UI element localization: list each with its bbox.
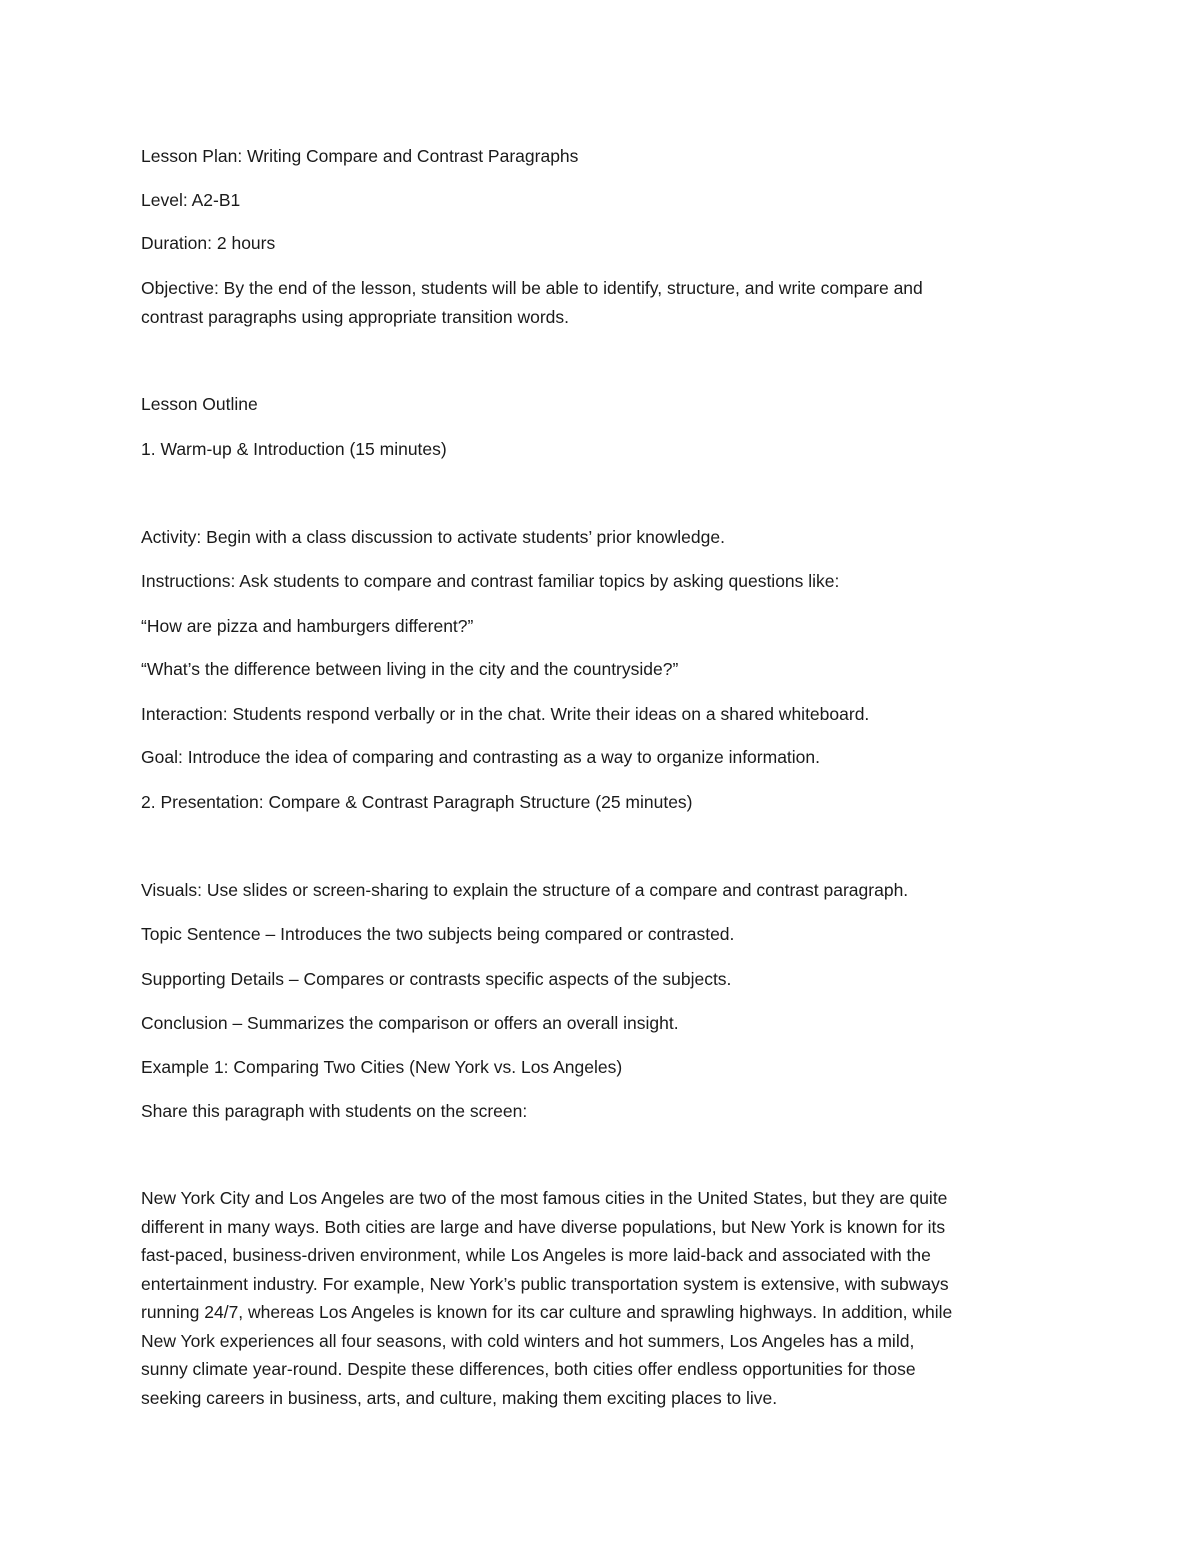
example-paragraph-line: different in many ways. Both cities are large and have diverse populations, but New York is known for its [141, 1216, 946, 1237]
section2-visuals: Visuals: Use slides or screen-sharing to explain the structure of a compare and contrast paragraph. [141, 880, 909, 900]
example-paragraph [141, 1184, 1066, 1412]
section1-heading: 1. Warm-up & Introduction (15 minutes) [141, 439, 447, 459]
section2-supporting-details: Supporting Details – Compares or contrasts specific aspects of the subjects. [141, 969, 732, 989]
section2-conclusion: Conclusion – Summarizes the comparison or offers an overall insight. [141, 1013, 679, 1033]
section2-heading: 2. Presentation: Compare & Contrast Paragraph Structure (25 minutes) [141, 792, 693, 812]
lesson-duration: Duration: 2 hours [141, 233, 276, 253]
lesson-level: Level: A2-B1 [141, 190, 241, 210]
lesson-title: Lesson Plan: Writing Compare and Contrast Paragraphs [141, 146, 579, 166]
lesson-objective [141, 274, 1066, 331]
example-paragraph-line: running 24/7, whereas Los Angeles is known for its car culture and sprawling highways. In addition, while [141, 1302, 953, 1322]
example-paragraph-line: entertainment industry. For example, New York’s public transportation system is extensive, with subways [141, 1273, 949, 1294]
objective-line: Objective: By the end of the lesson, students will be able to identify, structure, and write compare and [141, 278, 923, 298]
section2-share-instruction: Share this paragraph with students on the screen: [141, 1101, 528, 1121]
example-paragraph-line: New York experiences all four seasons, with cold winters and hot summers, Los Angeles has a mild, [141, 1330, 915, 1351]
section2-topic-sentence: Topic Sentence – Introduces the two subjects being compared or contrasted. [141, 924, 735, 944]
objective-line: contrast paragraphs using appropriate transition words. [141, 306, 570, 327]
example-paragraph-line: New York City and Los Angeles are two of the most famous cities in the United States, but they are quite [141, 1188, 948, 1208]
section1-goal: Goal: Introduce the idea of comparing and contrasting as a way to organize information. [141, 747, 821, 767]
section2-example-heading: Example 1: Comparing Two Cities (New York vs. Los Angeles) [141, 1057, 623, 1077]
section1-instructions: Instructions: Ask students to compare and contrast familiar topics by asking questions like: [141, 571, 840, 591]
example-paragraph-line: fast-paced, business-driven environment, while Los Angeles is more laid-back and associated with the [141, 1245, 931, 1265]
outline-heading: Lesson Outline [141, 394, 258, 414]
example-paragraph-line: sunny climate year-round. Despite these differences, both cities offer endless opportunities for those [141, 1359, 916, 1379]
section1-interaction: Interaction: Students respond verbally or in the chat. Write their ideas on a shared whiteboard. [141, 704, 870, 724]
section1-activity: Activity: Begin with a class discussion to activate students’ prior knowledge. [141, 527, 725, 547]
section1-question-2: “What’s the difference between living in the city and the countryside?” [141, 659, 679, 679]
example-paragraph-line: seeking careers in business, arts, and culture, making them exciting places to live. [141, 1387, 778, 1408]
section1-question-1: “How are pizza and hamburgers different?” [141, 616, 474, 636]
